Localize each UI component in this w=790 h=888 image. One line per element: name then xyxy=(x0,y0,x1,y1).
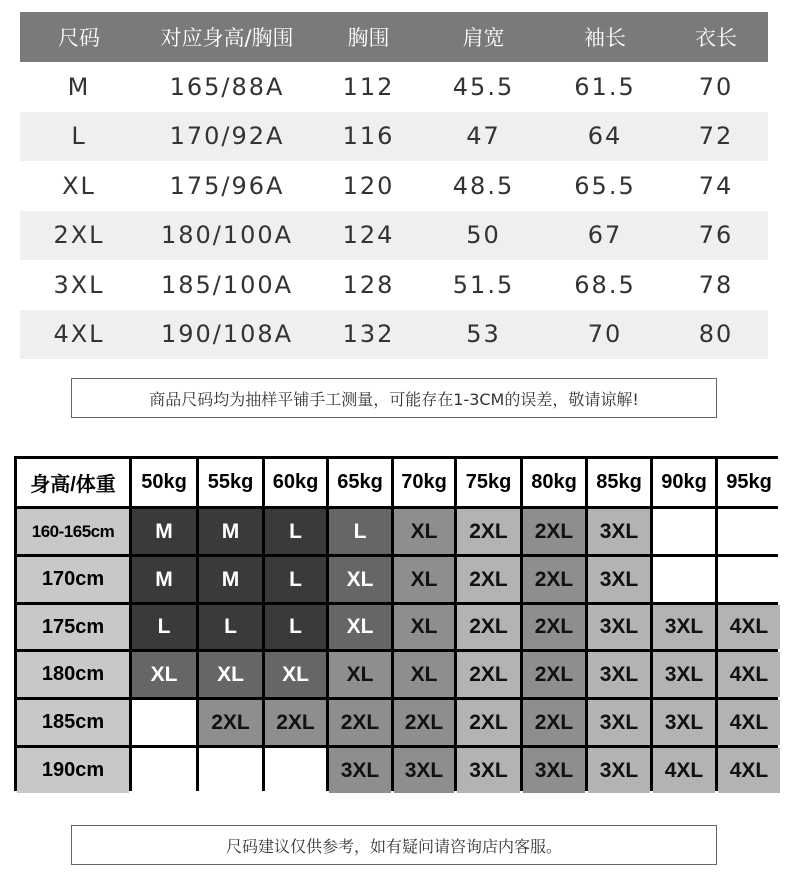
recommended-size-cell: 2XL xyxy=(199,700,262,745)
size-table-row xyxy=(20,260,768,310)
recommended-size-cell: L xyxy=(199,605,262,649)
recommended-size-cell: 2XL xyxy=(523,557,585,602)
size-table-cell: 45.5 xyxy=(452,72,515,101)
recommended-size-cell: 2XL xyxy=(265,700,326,745)
recommended-size-cell: 2XL xyxy=(523,700,585,745)
recommended-size-cell: 3XL xyxy=(394,748,454,793)
size-table-cell: 61.5 xyxy=(574,72,636,101)
size-table-cell: 48.5 xyxy=(452,171,515,200)
recommended-size-cell: XL xyxy=(329,557,391,602)
recommended-size-cell: XL xyxy=(329,605,391,649)
recommended-size-cell: XL xyxy=(394,605,454,649)
size-table-row xyxy=(20,211,768,261)
recommended-size-cell xyxy=(653,557,715,602)
recommended-size-cell: 2XL xyxy=(523,652,585,697)
size-table-cell: 2XL xyxy=(53,221,105,250)
size-table-cell: 190/108A xyxy=(160,320,294,349)
size-table-cell: 128 xyxy=(342,270,395,299)
grid-corner-label: 身高/体重 xyxy=(17,459,129,506)
weight-header: 90kg xyxy=(653,459,715,506)
size-table-cell: 65.5 xyxy=(574,171,636,200)
recommended-size-cell: M xyxy=(199,509,262,554)
recommended-size-cell: 4XL xyxy=(718,700,780,745)
recommended-size-cell: 2XL xyxy=(457,509,520,554)
size-table-cell: 50 xyxy=(466,221,501,250)
size-recommendation-grid xyxy=(14,456,778,791)
recommended-size-cell xyxy=(199,748,262,793)
height-label: 160-165cm xyxy=(17,509,129,554)
recommended-size-cell: 2XL xyxy=(457,605,520,649)
recommended-size-cell: M xyxy=(132,509,196,554)
size-table-cell: 74 xyxy=(698,171,734,200)
size-table-cell: 76 xyxy=(698,221,734,250)
size-table-cell: XL xyxy=(62,171,96,200)
size-table-cell: 72 xyxy=(698,122,734,151)
recommended-size-cell: 3XL xyxy=(653,700,715,745)
recommended-size-cell xyxy=(718,557,780,602)
size-table-cell: 124 xyxy=(342,221,395,250)
size-table-row xyxy=(20,161,768,211)
header-shoulder: 肩宽 xyxy=(462,26,505,50)
recommended-size-cell: 2XL xyxy=(394,700,454,745)
size-table-cell: 132 xyxy=(342,320,395,349)
size-table-cell: 78 xyxy=(698,270,734,299)
recommended-size-cell: 4XL xyxy=(718,652,780,697)
recommended-size-cell: XL xyxy=(265,652,326,697)
header-height-chest: 对应身高/胸围 xyxy=(160,26,294,50)
recommended-size-cell: L xyxy=(265,605,326,649)
size-table xyxy=(20,12,768,359)
recommended-size-cell: L xyxy=(265,509,326,554)
size-table-cell: 112 xyxy=(342,72,395,101)
recommended-size-cell: 3XL xyxy=(588,509,650,554)
weight-header: 85kg xyxy=(588,459,650,506)
size-table-cell: 4XL xyxy=(53,320,105,349)
recommended-size-cell: XL xyxy=(394,652,454,697)
recommended-size-cell: L xyxy=(329,509,391,554)
size-table-cell: L xyxy=(71,122,87,151)
height-label: 180cm xyxy=(17,652,129,697)
height-label: 190cm xyxy=(17,748,129,793)
size-table-cell: 80 xyxy=(698,320,734,349)
recommended-size-cell: XL xyxy=(394,509,454,554)
size-table-cell: 165/88A xyxy=(169,72,285,101)
size-table-cell: 185/100A xyxy=(160,270,294,299)
recommended-size-cell: 4XL xyxy=(718,605,780,649)
recommended-size-cell: L xyxy=(132,605,196,649)
weight-header: 55kg xyxy=(199,459,262,506)
size-table-cell: 70 xyxy=(698,72,734,101)
recommended-size-cell: 4XL xyxy=(653,748,715,793)
weight-header: 60kg xyxy=(265,459,326,506)
header-sleeve: 袖长 xyxy=(584,26,626,50)
recommended-size-cell: 2XL xyxy=(457,652,520,697)
recommended-size-cell: XL xyxy=(132,652,196,697)
recommended-size-cell: 4XL xyxy=(718,748,780,793)
recommended-size-cell: 2XL xyxy=(457,557,520,602)
recommended-size-cell: M xyxy=(132,557,196,602)
header-length: 衣长 xyxy=(695,26,737,50)
recommended-size-cell: 3XL xyxy=(653,652,715,697)
size-table-cell: 64 xyxy=(587,122,623,151)
header-chest: 胸围 xyxy=(347,26,390,50)
recommended-size-cell xyxy=(265,748,326,793)
size-table-cell: 70 xyxy=(587,320,623,349)
size-table-cell: 116 xyxy=(342,122,395,151)
weight-header: 70kg xyxy=(394,459,454,506)
recommended-size-cell: 3XL xyxy=(588,652,650,697)
size-table-cell: 170/92A xyxy=(169,122,285,151)
size-table-cell: 47 xyxy=(466,122,501,151)
recommended-size-cell: 2XL xyxy=(523,509,585,554)
recommended-size-cell: 3XL xyxy=(653,605,715,649)
size-table-cell: 53 xyxy=(466,320,501,349)
measurement-note: 商品尺码均为抽样平铺手工测量，可能存在1-3CM的误差，敬请谅解! xyxy=(71,378,717,418)
weight-header: 75kg xyxy=(457,459,520,506)
recommended-size-cell: L xyxy=(265,557,326,602)
recommended-size-cell: 2XL xyxy=(329,700,391,745)
size-table-cell: M xyxy=(67,72,91,101)
advice-note: 尺码建议仅供参考，如有疑问请咨询店内客服。 xyxy=(71,825,717,865)
size-table-cell: 67 xyxy=(587,221,623,250)
size-table-header xyxy=(20,12,768,62)
height-label: 185cm xyxy=(17,700,129,745)
recommended-size-cell: 2XL xyxy=(523,605,585,649)
recommended-size-cell: 3XL xyxy=(457,748,520,793)
weight-header: 95kg xyxy=(718,459,780,506)
size-table-cell: 3XL xyxy=(53,270,105,299)
recommended-size-cell: XL xyxy=(329,652,391,697)
weight-header: 80kg xyxy=(523,459,585,506)
weight-header: 65kg xyxy=(329,459,391,506)
recommended-size-cell: 3XL xyxy=(588,748,650,793)
recommended-size-cell: XL xyxy=(394,557,454,602)
recommended-size-cell: M xyxy=(199,557,262,602)
height-label: 170cm xyxy=(17,557,129,602)
recommended-size-cell xyxy=(132,700,196,745)
size-table-cell: 68.5 xyxy=(574,270,636,299)
recommended-size-cell: 3XL xyxy=(588,605,650,649)
header-size: 尺码 xyxy=(58,26,100,50)
size-table-cell: 175/96A xyxy=(169,171,285,200)
recommended-size-cell: 3XL xyxy=(588,557,650,602)
recommended-size-cell: 3XL xyxy=(588,700,650,745)
size-table-cell: 51.5 xyxy=(452,270,515,299)
size-table-cell: 180/100A xyxy=(160,221,294,250)
size-table-cell: 120 xyxy=(342,171,395,200)
recommended-size-cell: 2XL xyxy=(457,700,520,745)
recommended-size-cell xyxy=(718,509,780,554)
size-table-row xyxy=(20,112,768,162)
recommended-size-cell xyxy=(653,509,715,554)
recommended-size-cell: 3XL xyxy=(329,748,391,793)
size-table-row xyxy=(20,62,768,112)
weight-header: 50kg xyxy=(132,459,196,506)
size-table-row xyxy=(20,310,768,360)
recommended-size-cell xyxy=(132,748,196,793)
height-label: 175cm xyxy=(17,605,129,649)
size-table-body xyxy=(20,62,768,359)
recommended-size-cell: 3XL xyxy=(523,748,585,793)
recommended-size-cell: XL xyxy=(199,652,262,697)
